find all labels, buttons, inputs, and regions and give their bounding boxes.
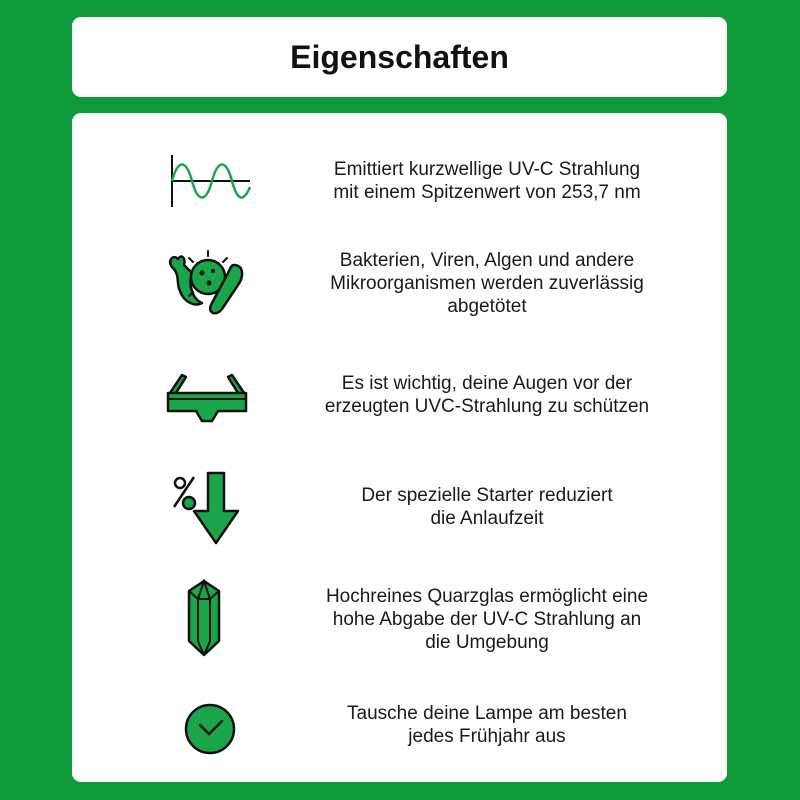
microorganism-icon xyxy=(162,243,252,323)
feature-text: Tausche deine Lampe am besten jedes Frühjahr aus xyxy=(347,703,627,747)
feature-row-replace xyxy=(72,675,727,775)
wave-icon xyxy=(162,141,252,221)
title-card xyxy=(72,17,727,97)
feature-text: Emittiert kurzwellige UV-C Strahlung mit einem Spitzenwert von 253,7 nm xyxy=(333,159,641,203)
feature-row-bacteria xyxy=(72,233,727,333)
features-card xyxy=(72,113,727,782)
percent-down-arrow-icon xyxy=(162,467,252,547)
crystal-icon xyxy=(162,579,252,659)
feature-text: Der spezielle Starter reduziert die Anlaufzeit xyxy=(361,485,613,529)
clock-icon xyxy=(162,685,252,765)
feature-text: Es ist wichtig, deine Augen vor der erzeugten UVC-Strahlung zu schützen xyxy=(324,373,650,417)
feature-row-quartz xyxy=(72,569,727,669)
feature-row-eye-protection xyxy=(72,345,727,445)
feature-row-starter xyxy=(72,457,727,557)
feature-text: Hochreines Quarzglas ermöglicht eine hohe Abgabe der UV-C Strahlung an die Umgebung xyxy=(325,585,649,653)
page-title: Eigenschaften xyxy=(290,38,509,75)
feature-row-uvc xyxy=(72,131,727,231)
feature-text: Bakterien, Viren, Algen und andere Mikroorganismen werden zuverlässig abgetötet xyxy=(330,249,644,317)
safety-glasses-icon xyxy=(162,355,252,435)
